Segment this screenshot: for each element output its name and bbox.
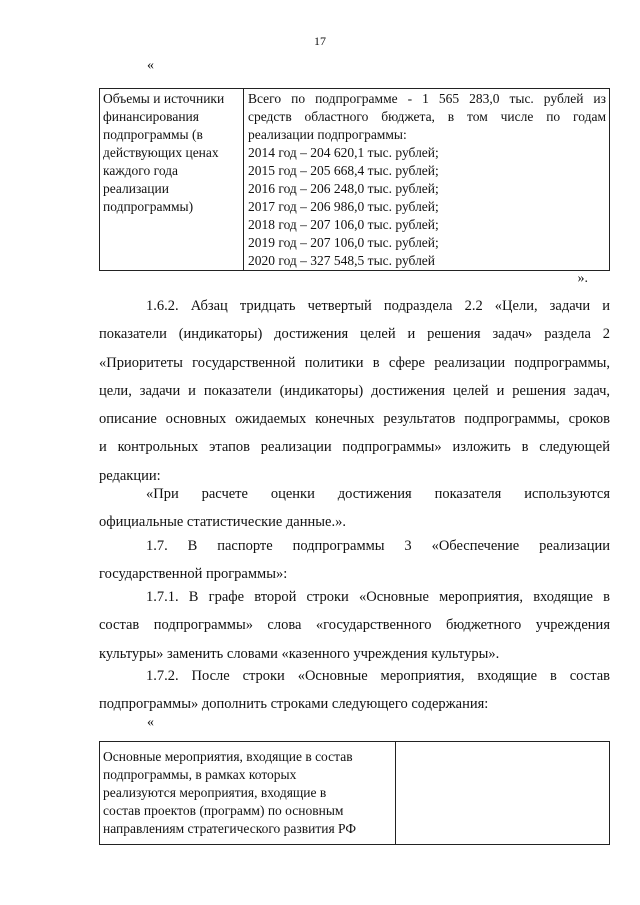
year-line: 2017 год – 206 986,0 тыс. рублей; bbox=[248, 199, 439, 214]
label-line: действующих ценах bbox=[103, 145, 219, 160]
paragraph-line: официальные статистические данные.». bbox=[99, 514, 346, 531]
total-line: Всего по подпрограмме - 1 565 283,0 тыс. рублей из bbox=[248, 91, 606, 106]
year-line: реализации подпрограммы: bbox=[248, 127, 407, 142]
paragraph-line: показатели (индикаторы) достижения целей и решения задач» раздела 2 bbox=[99, 326, 610, 343]
year-line: 2014 год – 204 620,1 тыс. рублей; bbox=[248, 145, 439, 160]
year-line: 2015 год – 205 668,4 тыс. рублей; bbox=[248, 163, 439, 178]
year-line: 2016 год – 206 248,0 тыс. рублей; bbox=[248, 181, 439, 196]
label-line: Объемы и источники bbox=[103, 91, 225, 106]
paragraph-1-7-2 bbox=[99, 662, 610, 719]
paragraph-line: 1.7.2. После строки «Основные мероприятия, входящие в состав bbox=[146, 668, 610, 684]
opening-quote-table1: « bbox=[147, 58, 154, 73]
paragraph-line: описание основных ожидаемых конечных результатов подпрограммы, сроков bbox=[99, 411, 610, 428]
paragraph-quoted-edit bbox=[99, 480, 610, 537]
main-activities-value-cell bbox=[396, 742, 610, 845]
year-line: 2020 год – 327 548,5 тыс. рублей bbox=[248, 253, 436, 268]
financing-table bbox=[99, 88, 610, 271]
label-line: финансирования bbox=[103, 109, 199, 124]
paragraph-1-7-1 bbox=[99, 583, 610, 668]
paragraph-line: и контрольных этапов реализации подпрограммы» изложить в следующей bbox=[99, 439, 610, 456]
financing-label-cell bbox=[100, 89, 244, 271]
table-row bbox=[100, 89, 610, 271]
paragraph-line: подпрограммы» дополнить строками следующего содержания: bbox=[99, 696, 489, 713]
paragraph-line: культуры» заменить словами «казенного учреждения культуры». bbox=[99, 645, 500, 662]
paragraph-line: состав подпрограммы» слова «государственного бюджетного учреждения bbox=[99, 617, 610, 634]
year-line: 2018 год – 207 106,0 тыс. рублей; bbox=[248, 217, 439, 232]
paragraph-line: 1.6.2. Абзац тридцать четвертый подраздела 2.2 «Цели, задачи и bbox=[146, 298, 610, 314]
closing-quote-table1: ». bbox=[577, 271, 588, 286]
label-line: реализуются мероприятия, входящие в bbox=[103, 785, 327, 800]
label-line: каждого года bbox=[103, 163, 179, 178]
paragraph-line: государственной программы»: bbox=[99, 566, 288, 583]
label-line: состав проектов (программ) по основным bbox=[103, 803, 344, 818]
label-line: подпрограммы, в рамках которых bbox=[103, 767, 297, 782]
label-line: направлениям стратегического развития РФ bbox=[103, 821, 356, 836]
year-line: 2019 год – 207 106,0 тыс. рублей; bbox=[248, 235, 439, 250]
paragraph-1-7 bbox=[99, 532, 610, 589]
paragraph-line: «Приоритеты государственной политики в сфере реализации подпрограммы, bbox=[99, 354, 610, 371]
main-activities-table bbox=[99, 741, 610, 845]
main-activities-label-cell bbox=[100, 742, 396, 845]
label-line: реализации bbox=[103, 181, 169, 196]
paragraph-1-6-2 bbox=[99, 292, 610, 490]
financing-value-cell bbox=[244, 89, 610, 271]
label-line: подпрограммы (в bbox=[103, 127, 203, 142]
paragraph-line: «При расчете оценки достижения показателя используются bbox=[146, 486, 610, 502]
opening-quote-table2: « bbox=[147, 715, 154, 730]
paragraph-line: 1.7. В паспорте подпрограммы 3 «Обеспечение реализации bbox=[146, 538, 610, 554]
paragraph-line: 1.7.1. В графе второй строки «Основные мероприятия, входящие в bbox=[146, 589, 610, 605]
total-line: средств областного бюджета, в том числе по годам bbox=[248, 109, 606, 124]
label-line: подпрограммы) bbox=[103, 199, 194, 214]
paragraph-line: цели, задачи и показатели (индикаторы) достижения целей и решения задач, bbox=[99, 382, 610, 399]
label-line: Основные мероприятия, входящие в состав bbox=[103, 749, 353, 764]
table-row bbox=[100, 742, 610, 845]
paragraph-line: редакции: bbox=[99, 467, 161, 484]
page-number: 17 bbox=[314, 34, 326, 48]
